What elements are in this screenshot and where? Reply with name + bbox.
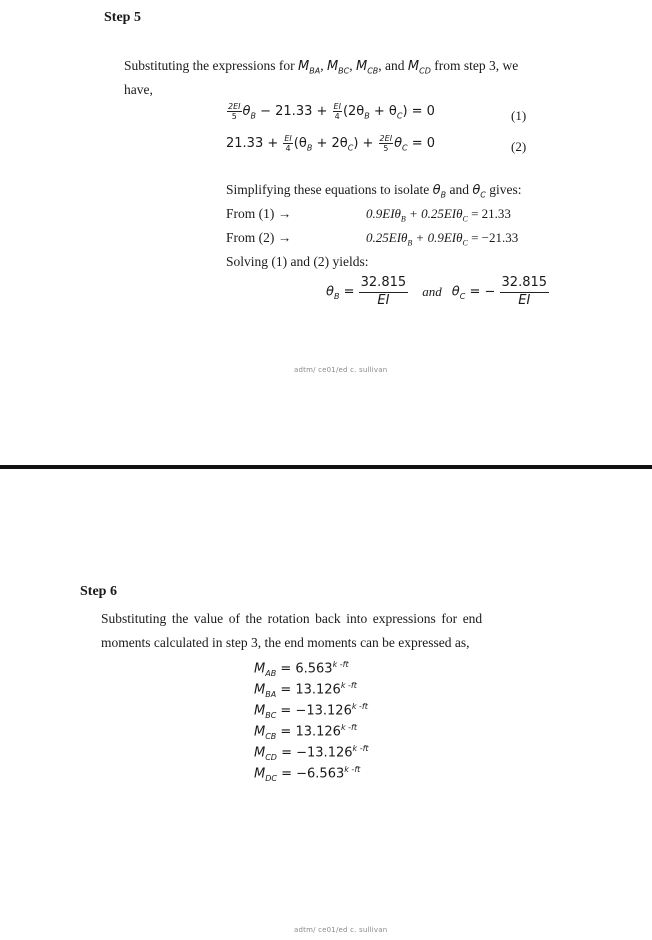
equation-1-label: (1) xyxy=(511,108,527,123)
fraction-result-b: $\frac{32.815}{EI}$ xyxy=(360,275,407,308)
fraction-ei-over-4: $\frac{EI}{4}$ xyxy=(284,134,292,153)
solving-text: Solving (1) and (2) yields: xyxy=(226,254,369,269)
result-equation: $\theta_B$ = $\frac{32.815}{EI}$ and $\theta_C$ = − $\frac{32.815}{EI}$ xyxy=(326,275,548,308)
var-m-bc: $M_{BC}$ xyxy=(326,59,350,76)
from-2-label: From (2) → xyxy=(226,230,292,245)
simplify-text: Simplifying these equations to isolate $\theta_B$ and $\theta_C$ gives: xyxy=(226,182,522,200)
moment-ab: $M_{AB} = 6.563^{k -ft}$ xyxy=(254,660,349,678)
moment-dc: $M_{DC} = -6.563^{k -ft}$ xyxy=(254,765,361,783)
var-m-cb: $M_{CB}$ xyxy=(355,59,379,76)
moment-bc: $M_{BC} = -13.126^{k -ft}$ xyxy=(254,702,368,720)
watermark-bottom: adtm/ ce01/ed c. sullivan xyxy=(294,926,388,934)
var-m-ba: $M_{BA}$ xyxy=(298,59,321,76)
page-divider xyxy=(0,465,652,469)
fraction-ei-over-4: $\frac{EI}{4}$ xyxy=(333,102,341,121)
step5-title: Step 5 xyxy=(104,10,141,25)
equation-2-label: (2) xyxy=(511,139,527,154)
end-moments-list xyxy=(254,660,369,786)
equation-1: $\frac{2EI}{5}$ $\theta_B - 21.33$ + $\frac{EI}{4}$ $(2\theta_B + \theta_C) = 0$ xyxy=(228,102,435,121)
moment-cb: $M_{CB} = 13.126^{k -ft}$ xyxy=(254,723,357,741)
step5-intro-line1: Substituting the expressions for $M_{BA}$, $M_{BC}$, $M_{CB}$, and $M_{CD}$ from step 3, we xyxy=(124,58,519,76)
moment-ba: $M_{BA} = 13.126^{k -ft}$ xyxy=(254,681,357,699)
step6-title: Step 6 xyxy=(80,584,117,599)
from-1-equation: 0.9EIθ$_B$ + 0.25EIθ$_C$ = 21.33 xyxy=(366,206,511,224)
fraction-2ei-over-5: $\frac{2EI}{5}$ xyxy=(228,102,241,121)
step5-intro-line2: have, xyxy=(124,82,153,97)
step6-para-line2: moments calculated in step 3, the end moments can be expressed as, xyxy=(101,635,470,650)
var-m-cd: $M_{CD}$ xyxy=(407,59,431,76)
step6-para-line1: Substituting the value of the rotation back into expressions for end xyxy=(101,611,483,626)
fraction-2ei-over-5: $\frac{2EI}{5}$ xyxy=(379,134,393,153)
equation-2: 21.33 + $\frac{EI}{4}$ $(\theta_B + 2\theta_C)$ + $\frac{2EI}{5}$ $\theta_C = 0$ xyxy=(226,134,436,153)
from-2-equation: 0.25EIθ$_B$ + 0.9EIθ$_C$ = −21.33 xyxy=(366,230,519,248)
watermark-top: adtm/ ce01/ed c. sullivan xyxy=(294,366,388,374)
fraction-result-c: $\frac{32.815}{EI}$ xyxy=(501,275,548,308)
from-1-label: From (1) → xyxy=(226,206,292,221)
moment-cd: $M_{CD} = -13.126^{k -ft}$ xyxy=(254,744,369,762)
